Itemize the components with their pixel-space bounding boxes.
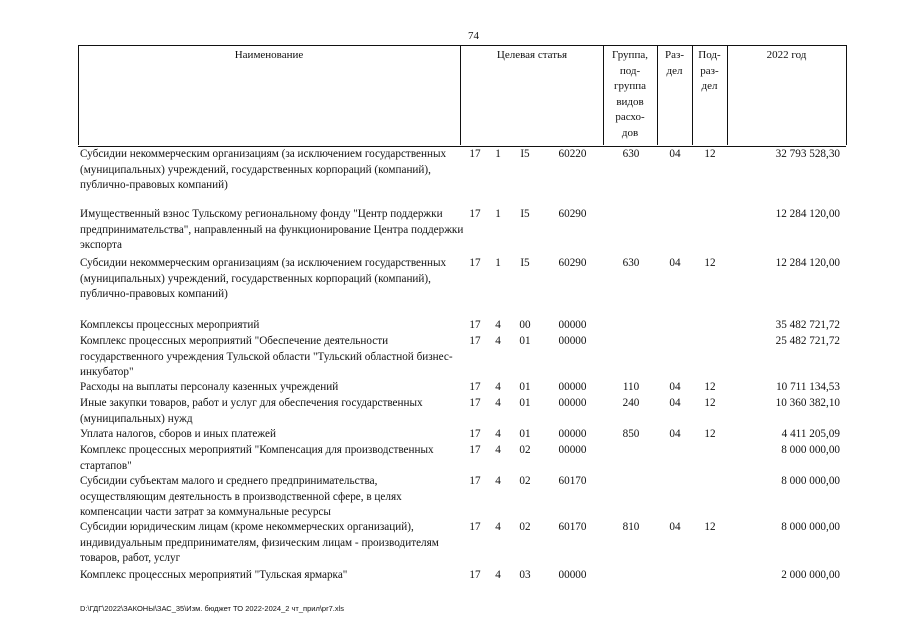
page-number: 74 <box>468 30 479 42</box>
header-target: Целевая статья <box>496 49 568 61</box>
row-name: Расходы на выплаты персоналу казенных учреждений <box>80 381 339 393</box>
row-c: I5 <box>520 208 530 220</box>
row-a: 17 <box>469 319 481 331</box>
row-subsection: 12 <box>704 257 716 269</box>
row-amount: 12 284 120,00 <box>775 257 840 269</box>
row-b: 1 <box>495 148 501 160</box>
row-name: Иные закупки товаров, работ и услуг для обеспечения государственных (муниципальных) нужд <box>80 397 423 425</box>
col-divider <box>657 45 658 145</box>
row-b: 4 <box>495 444 501 456</box>
header-subsection: Под- раз- дел <box>698 49 721 92</box>
row-b: 1 <box>495 257 501 269</box>
row-d: 60220 <box>558 148 587 160</box>
row-group: 630 <box>622 148 640 160</box>
row-section: 04 <box>669 381 681 393</box>
row-name: Комплекс процессных мероприятий "Тульская ярмарка" <box>80 569 348 581</box>
row-group: 850 <box>622 428 640 440</box>
row-amount: 10 711 134,53 <box>776 381 840 393</box>
row-subsection: 12 <box>704 381 716 393</box>
row-d: 00000 <box>558 335 587 347</box>
row-a: 17 <box>469 381 481 393</box>
row-name: Имущественный взнос Тульскому региональному фонду "Центр поддержки предпринимательства", направленный на функционирование Центра поддержки экспорта <box>80 208 464 251</box>
row-d: 00000 <box>558 381 587 393</box>
row-group: 110 <box>622 381 640 393</box>
row-subsection: 12 <box>704 397 716 409</box>
row-a: 17 <box>469 444 481 456</box>
row-d: 00000 <box>558 569 587 581</box>
col-divider <box>846 45 847 145</box>
row-amount: 12 284 120,00 <box>775 208 840 220</box>
row-subsection: 12 <box>704 428 716 440</box>
row-name: Комплексы процессных мероприятий <box>80 319 260 331</box>
row-name: Субсидии субъектам малого и среднего предпринимательства, осуществляющим деятельность в производственной сфере, в целях компенсации части затрат за коммунальные ресурсы <box>80 475 402 518</box>
col-divider <box>460 45 461 145</box>
row-c: I5 <box>520 148 530 160</box>
row-amount: 10 360 382,10 <box>775 397 840 409</box>
row-b: 4 <box>495 569 501 581</box>
col-divider <box>78 45 79 145</box>
row-b: 4 <box>495 428 501 440</box>
row-section: 04 <box>669 397 681 409</box>
row-section: 04 <box>669 521 681 533</box>
row-amount: 4 411 205,09 <box>781 428 840 440</box>
row-name: Уплата налогов, сборов и иных платежей <box>80 428 276 440</box>
row-d: 60290 <box>558 257 587 269</box>
row-b: 4 <box>495 335 501 347</box>
row-b: 4 <box>495 475 501 487</box>
row-b: 4 <box>495 319 501 331</box>
file-path-footer: D:\ГДГ\2022\ЗАКОНЫ\ЗАС_35\Изм. бюджет ТО 2022-2024_2 чт_прил\рr7.xls <box>80 604 344 613</box>
header-year: 2022 год <box>766 49 807 61</box>
row-c: 01 <box>519 335 531 347</box>
row-a: 17 <box>469 257 481 269</box>
row-c: 01 <box>519 397 531 409</box>
row-c: 00 <box>519 319 531 331</box>
row-name: Субсидии юридическим лицам (кроме некоммерческих организаций), индивидуальным предпринимателям, физическим лицам - производителям товаров, работ, услуг <box>80 521 439 564</box>
row-name: Субсидии некоммерческим организациям (за исключением государственных (муниципальных) учреждений, государственных корпораций (компаний), публично-правовых компаний) <box>80 257 447 300</box>
header-name: Наименование <box>234 49 304 61</box>
col-divider <box>603 45 604 145</box>
row-group: 630 <box>622 257 640 269</box>
col-divider <box>727 45 728 145</box>
row-section: 04 <box>669 257 681 269</box>
header-group: Группа, под- группа видов расхо- дов <box>612 49 648 139</box>
row-c: 02 <box>519 475 531 487</box>
row-amount: 8 000 000,00 <box>781 475 840 487</box>
row-d: 00000 <box>558 444 587 456</box>
row-b: 1 <box>495 208 501 220</box>
row-group: 810 <box>622 521 640 533</box>
col-divider <box>692 45 693 145</box>
row-amount: 2 000 000,00 <box>781 569 840 581</box>
row-c: 02 <box>519 521 531 533</box>
row-b: 4 <box>495 397 501 409</box>
row-c: 03 <box>519 569 531 581</box>
row-a: 17 <box>469 208 481 220</box>
row-d: 60290 <box>558 208 587 220</box>
row-amount: 8 000 000,00 <box>781 444 840 456</box>
row-c: 01 <box>519 381 531 393</box>
row-name: Комплекс процессных мероприятий "Обеспечение деятельности государственного учреждения Тульской области "Тульский областной бизнес-инкубатор" <box>80 335 453 378</box>
row-name: Комплекс процессных мероприятий "Компенсация для производственных стартапов" <box>80 444 434 472</box>
row-subsection: 12 <box>704 148 716 160</box>
row-group: 240 <box>622 397 640 409</box>
row-c: I5 <box>520 257 530 269</box>
row-a: 17 <box>469 521 481 533</box>
row-d: 00000 <box>558 319 587 331</box>
row-d: 00000 <box>558 397 587 409</box>
row-a: 17 <box>469 335 481 347</box>
row-d: 60170 <box>558 475 587 487</box>
row-b: 4 <box>495 521 501 533</box>
row-a: 17 <box>469 397 481 409</box>
row-amount: 8 000 000,00 <box>781 521 840 533</box>
row-d: 00000 <box>558 428 587 440</box>
row-a: 17 <box>469 475 481 487</box>
row-a: 17 <box>469 148 481 160</box>
row-d: 60170 <box>558 521 587 533</box>
header-section: Раз- дел <box>664 49 684 77</box>
row-amount: 25 482 721,72 <box>775 335 840 347</box>
row-section: 04 <box>669 148 681 160</box>
row-name: Субсидии некоммерческим организациям (за исключением государственных (муниципальных) учреждений, государственных корпораций (компаний), публично-правовых компаний) <box>80 148 447 191</box>
row-amount: 32 793 528,30 <box>775 148 840 160</box>
row-c: 01 <box>519 428 531 440</box>
row-b: 4 <box>495 381 501 393</box>
row-a: 17 <box>469 569 481 581</box>
row-c: 02 <box>519 444 531 456</box>
row-a: 17 <box>469 428 481 440</box>
row-subsection: 12 <box>704 521 716 533</box>
row-amount: 35 482 721,72 <box>775 319 840 331</box>
row-section: 04 <box>669 428 681 440</box>
